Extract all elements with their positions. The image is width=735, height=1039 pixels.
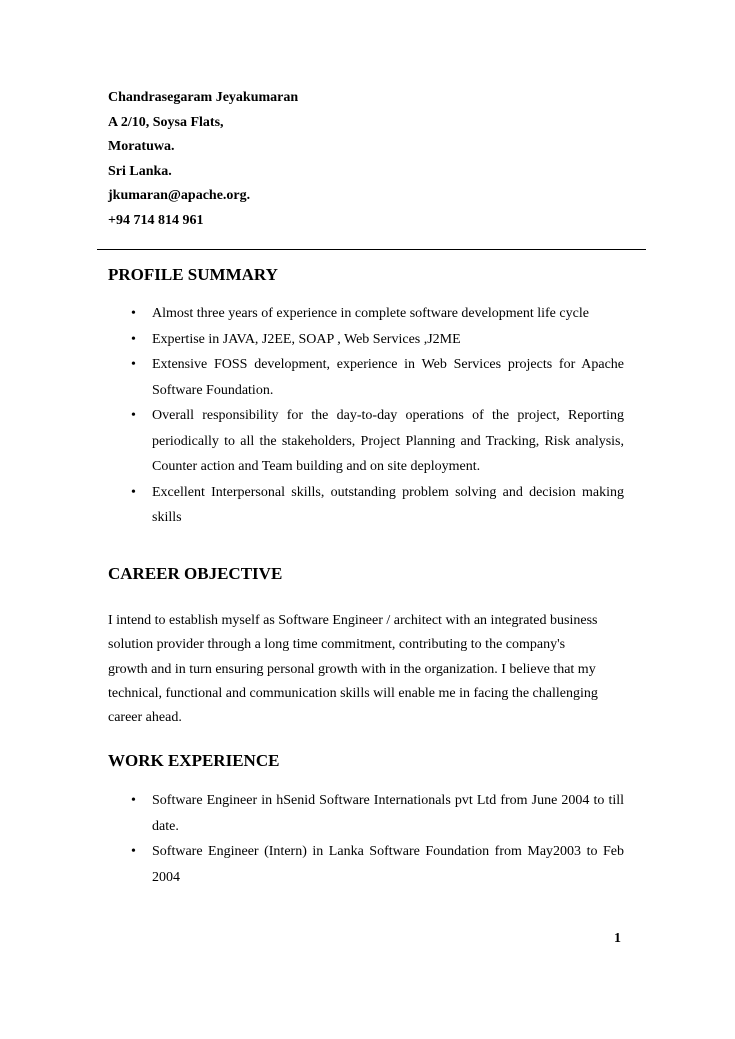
- page-number: 1: [614, 931, 621, 946]
- list-item: [108, 301, 624, 327]
- bullet-icon: •: [131, 844, 136, 859]
- career-objective-heading: CAREER OBJECTIVE: [108, 564, 283, 583]
- contact-address-line2: Moratuwa.: [108, 139, 175, 154]
- bullet-icon: •: [131, 408, 136, 423]
- bullet-icon: •: [131, 357, 136, 372]
- profile-summary-heading: PROFILE SUMMARY: [108, 265, 278, 284]
- header-divider: [97, 249, 646, 250]
- list-item: [108, 839, 624, 890]
- profile-summary-list: [108, 301, 624, 531]
- work-experience-list: [108, 788, 624, 890]
- contact-country: Sri Lanka.: [108, 163, 172, 179]
- work-experience-heading: WORK EXPERIENCE: [108, 751, 280, 770]
- list-item: [108, 327, 624, 353]
- contact-block: [108, 86, 508, 233]
- bullet-icon: •: [131, 331, 136, 347]
- profile-summary-item-text: Expertise in JAVA, J2EE, SOAP , Web Services ,J2ME: [152, 331, 461, 347]
- bullet-icon: •: [131, 793, 136, 808]
- profile-summary-item-text: Excellent Interpersonal skills, outstanding problem solving and decision making skills: [152, 484, 624, 525]
- career-objective-text: I intend to establish myself as Software Engineer / architect with an integrated business solution provider through a long time commitment, contributing to the company's growth and in turn ensuring personal growth with in the organization. I believe that my technical, functional and communication skills will enable me in facing the challenging career ahead.: [108, 613, 598, 726]
- profile-summary-item-text: Almost three years of experience in complete software development life cycle: [152, 306, 589, 321]
- bullet-icon: •: [131, 484, 136, 500]
- contact-phone: +94 714 814 961: [108, 212, 204, 228]
- contact-address-line1: A 2/10, Soysa Flats,: [108, 114, 224, 130]
- contact-email: jkumaran@apache.org.: [108, 188, 251, 203]
- list-item: [108, 352, 624, 403]
- profile-summary-item-text: Overall responsibility for the day-to-day operations of the project, Reporting periodically to all the stakeholders, Project Planning and Tracking, Risk analysis, Counter action and Team building and on site deployment.: [152, 408, 624, 474]
- contact-name: Chandrasegaram Jeyakumaran: [108, 90, 299, 105]
- list-item: [108, 403, 624, 480]
- list-item: [108, 480, 624, 531]
- bullet-icon: •: [131, 306, 136, 321]
- list-item: [108, 788, 624, 839]
- work-experience-item-text: Software Engineer (Intern) in Lanka Software Foundation from May2003 to Feb 2004: [152, 844, 624, 885]
- work-experience-item-text: Software Engineer in hSenid Software Internationals pvt Ltd from June 2004 to till date.: [152, 793, 624, 834]
- profile-summary-item-text: Extensive FOSS development, experience in Web Services projects for Apache Software Foundation.: [152, 357, 624, 398]
